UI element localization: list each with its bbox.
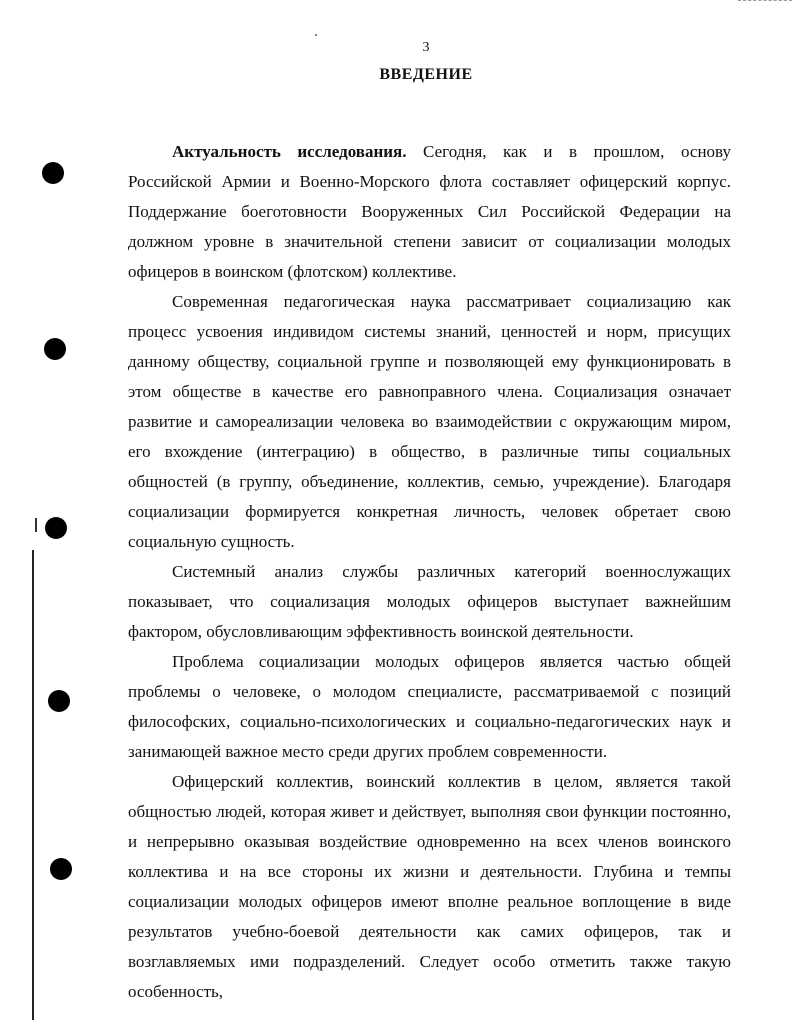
page-number: 3 (422, 40, 430, 55)
binder-hole-1 (42, 162, 64, 184)
binder-hole-5 (50, 858, 72, 880)
scan-corner-mark (738, 0, 792, 2)
paragraph-lead: Актуальность исследования. (172, 142, 407, 161)
paragraph-system-analysis: Системный анализ службы различных категорий военнослужащих показывает, что социализация молодых офицеров выступает важнейшим фактором, обусловливающим эффективность воинской деятельности. (128, 562, 731, 641)
binder-hole-2 (44, 338, 66, 360)
binder-hole-3 (45, 517, 67, 539)
paragraph-collective: Офицерский коллектив, воинский коллектив в целом, является такой общностью людей, которая живет и действует, выполняя свои функции постоянно, и непрерывно оказывая воздействие одновременно на всех членов воинского коллектива и на все стороны их жизни и деятельности. Глубина и темпы социализации молодых офицеров имеют вполне реальное воплощение в виде результатов учебно-боевой деятельности как самих офицеров, так и возглавляемых ими подразделений. Следует особо отметить также такую особенность, (128, 772, 731, 1001)
document-body (128, 137, 731, 1007)
page-title: ВВЕДЕНИЕ (379, 66, 473, 83)
paragraph-socialization: Современная педагогическая наука рассматривает социализацию как процесс усвоения индивидом системы знаний, ценностей и норм, присущих данному обществу, социальной группе и позволяющей ему функционировать в этом обществе в качестве его равноправного члена. Социализация означает развитие и самореализации человека во взаимодействии с окружающим миром, его вхождение (интеграцию) в общество, в различные типы социальных общностей (в группу, объединение, коллектив, семью, учреждение). Благодаря социализации формируется конкретная личность, человек обретает свою социальную сущность. (128, 292, 731, 551)
binder-hole-4 (48, 690, 70, 712)
paragraph-problem: Проблема социализации молодых офицеров является частью общей проблемы о человеке, о молодом специалисте, рассматриваемой с позиций философских, социально-психологических и социально-педагогических наук и занимающей важное место среди других проблем современности. (128, 652, 731, 761)
scan-margin-tick (35, 518, 37, 532)
scan-margin-line (32, 550, 34, 1020)
paragraph-relevance (128, 137, 731, 287)
paragraph-text: Сегодня, как и в прошлом, основу Российской Армии и Военно-Морского флота составляет офицерский корпус. Поддержание боеготовности Вооруженных Сил Российской Федерации на должном уровне в значительной степени зависит от социализации молодых офицеров в воинском (флотском) коллективе. (128, 142, 731, 281)
scan-speck (315, 34, 317, 36)
